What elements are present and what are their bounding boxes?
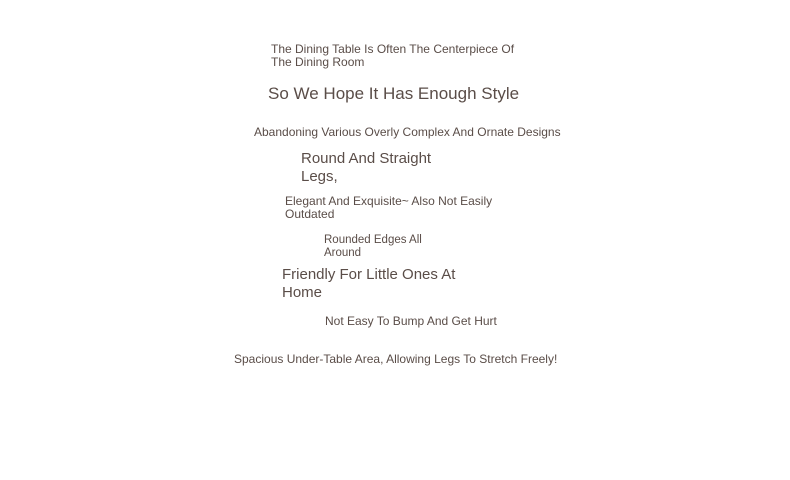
edges-line-1: Rounded Edges All <box>324 234 422 246</box>
friendly-feature <box>282 266 455 302</box>
legs-line-1: Round And Straight <box>301 150 432 167</box>
legs-line-2: Legs, <box>301 168 338 185</box>
bump-feature: Not Easy To Bump And Get Hurt <box>325 314 497 328</box>
intro-line-2: The Dining Room <box>271 55 365 69</box>
spacious-feature: Spacious Under-Table Area, Allowing Legs To Stretch Freely! <box>234 352 558 366</box>
intro-text <box>271 43 514 69</box>
subhead: Abandoning Various Overly Complex And Ornate Designs <box>254 125 561 139</box>
elegant-line-1: Elegant And Exquisite~ Also Not Easily <box>285 194 493 208</box>
friendly-line-1: Friendly For Little Ones At <box>282 266 456 283</box>
headline: So We Hope It Has Enough Style <box>268 84 520 103</box>
friendly-line-2: Home <box>282 284 323 301</box>
elegant-line-2: Outdated <box>285 207 335 221</box>
legs-feature <box>301 150 431 186</box>
edges-line-2: Around <box>324 246 362 259</box>
elegant-feature <box>285 195 492 221</box>
edges-feature <box>324 234 422 259</box>
intro-line-1: The Dining Table Is Often The Centerpiece Of <box>271 42 515 56</box>
